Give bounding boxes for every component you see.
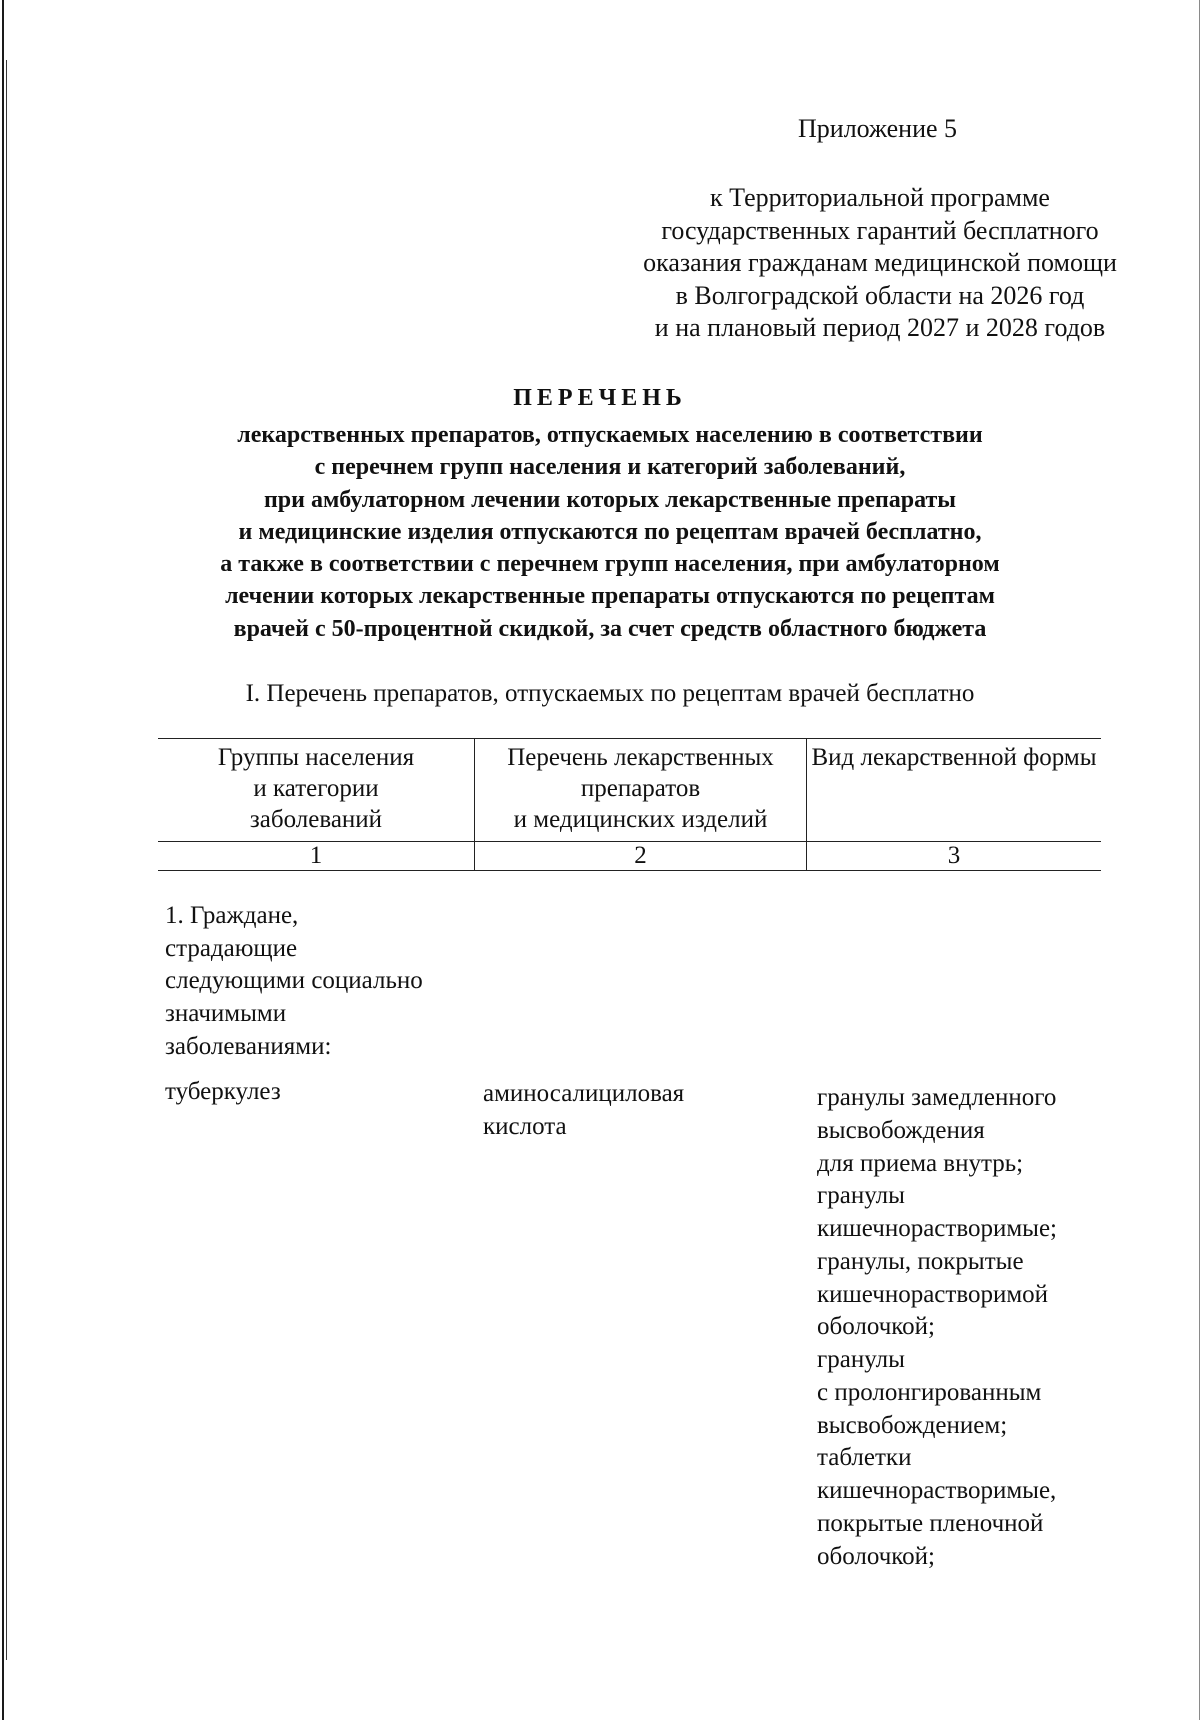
appendix-number: Приложение 5 — [798, 114, 958, 143]
column-header-groups — [158, 742, 474, 835]
column-number: 1 — [309, 842, 323, 869]
appendix-description-line: государственных гарантий бесплатного — [661, 215, 1099, 245]
group-title-line: значимыми — [165, 1000, 287, 1028]
group-title-line: заболеваниями: — [165, 1032, 332, 1060]
column-header-line: Вид лекарственной формы — [811, 744, 1097, 771]
table-cell-dosage-forms — [817, 1082, 1057, 1573]
column-header-line: и медицинских изделий — [513, 806, 768, 833]
dosage-form-line: высвобождением; — [817, 1411, 1008, 1439]
table-top-rule — [158, 738, 1101, 739]
subtitle-line: врачей с 50-процентной скидкой, за счет средств областного бюджета — [233, 615, 987, 642]
dosage-form-line: высвобождения — [817, 1116, 985, 1144]
appendix-description-line: в Волгоградской области на 2026 год — [675, 280, 1085, 310]
column-header-line: препаратов — [580, 775, 701, 802]
group-title-line: следующими социально — [165, 967, 423, 995]
drug-line: кислота — [483, 1112, 567, 1140]
dosage-form-line: гранулы, покрытые — [817, 1247, 1024, 1275]
table-cell-drug — [483, 1078, 684, 1143]
scan-border-left — [2, 0, 4, 1720]
column-number: 3 — [947, 842, 961, 869]
dosage-form-line: кишечнорастворимой — [817, 1280, 1049, 1308]
document-title: ПЕРЕЧЕНЬ — [513, 385, 687, 411]
subtitle-line: и медицинские изделия отпускаются по рецептам врачей бесплатно, — [238, 518, 982, 545]
drug-line: аминосалициловая — [483, 1080, 685, 1107]
group-title — [165, 900, 423, 1064]
document-subtitle — [150, 419, 1070, 645]
dosage-form-line: покрытые пленочной — [817, 1509, 1044, 1537]
dosage-form-line: для приема внутрь; — [817, 1149, 1024, 1177]
dosage-form-line: гранулы — [817, 1182, 905, 1210]
group-title-line: 1. Граждане, — [165, 902, 299, 929]
dosage-form-line: с пролонгированным — [817, 1378, 1042, 1406]
column-header-line: Группы населения — [217, 744, 415, 771]
table-header — [158, 738, 1101, 871]
column-header-line: Перечень лекарственных — [507, 744, 774, 771]
dosage-form-line: гранулы — [817, 1346, 905, 1373]
subtitle-line: лечении которых лекарственные препараты отпускаются по рецептам — [225, 583, 995, 610]
appendix-description-line: и на плановый период 2027 и 2028 годов — [654, 313, 1106, 342]
subtitle-line: с перечнем групп населения и категорий заболеваний, — [314, 454, 906, 481]
table-cell-disease: туберкулез — [165, 1078, 281, 1105]
dosage-form-line: оболочкой; — [817, 1313, 935, 1341]
dosage-form-line: кишечнорастворимые, — [817, 1477, 1057, 1504]
column-header-drugs — [475, 742, 806, 835]
section-heading: I. Перечень препаратов, отпускаемых по рецептам врачей бесплатно — [245, 680, 975, 707]
appendix-description — [600, 182, 1160, 345]
appendix-description-line: к Территориальной программе — [710, 183, 1050, 212]
subtitle-line: лекарственных препаратов, отпускаемых населению в соответствии — [237, 422, 983, 448]
column-header-form — [807, 742, 1101, 773]
column-header-line: и категории — [253, 775, 379, 802]
dosage-form-line: таблетки — [817, 1444, 912, 1472]
column-header-line: заболеваний — [249, 806, 383, 833]
subtitle-line: а также в соответствии с перечнем групп населения, при амбулаторном — [220, 551, 1000, 578]
dosage-form-line: оболочкой; — [817, 1542, 935, 1570]
dosage-form-line: кишечнорастворимые; — [817, 1215, 1057, 1242]
subtitle-line: при амбулаторном лечении которых лекарственные препараты — [263, 486, 957, 513]
column-number: 2 — [634, 842, 647, 869]
scan-border-left-inner — [6, 60, 7, 1660]
appendix-description-line: оказания гражданам медицинской помощи — [643, 248, 1117, 277]
dosage-form-line: гранулы замедленного — [817, 1084, 1057, 1111]
group-title-line: страдающие — [165, 934, 298, 962]
table-number-rule — [158, 870, 1101, 871]
